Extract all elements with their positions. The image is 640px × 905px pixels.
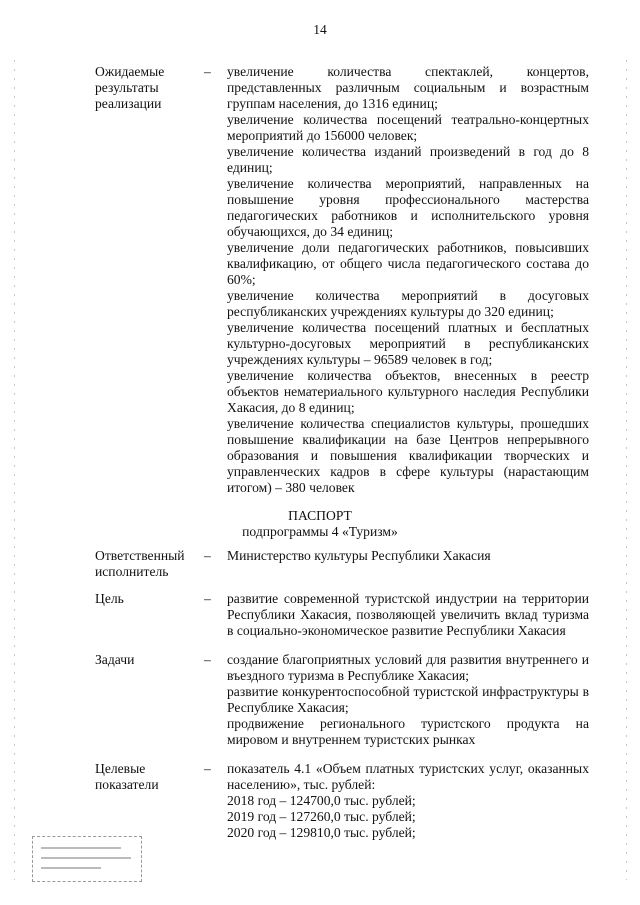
list-item: 2020 год – 129810,0 тыс. рублей; xyxy=(227,825,416,840)
goal-row xyxy=(0,591,640,639)
list-item: увеличение количества специалистов культуры, прошедших повышение квалификации на базе Центров непрерывного образования и повышения квалификации творческих и управленческих кадров в сфере культуры (нарастающим итогом) – 380 человек xyxy=(227,416,589,495)
row-dash: – xyxy=(204,591,211,606)
list-item: 2019 год – 127260,0 тыс. рублей; xyxy=(227,809,416,824)
row-dash: – xyxy=(204,64,211,79)
list-item: увеличение количества спектаклей, концертов, представленных различным социальным и возрастным группам населения, до 1316 единиц; xyxy=(227,64,589,111)
row-content xyxy=(227,548,589,564)
list-item: увеличение количества изданий произведений в год до 8 единиц; xyxy=(227,144,589,175)
stamp-mark xyxy=(32,836,142,882)
scan-margin-left xyxy=(14,60,15,880)
passport-heading xyxy=(0,508,640,540)
row-content xyxy=(227,64,589,496)
list-item: 2018 год – 124700,0 тыс. рублей; xyxy=(227,793,416,808)
row-label: Задачи xyxy=(95,652,135,667)
list-item: увеличение количества посещений платных и бесплатных культурно-досуговых мероприятий в республиканских учреждениях культуры – 96589 человек в год; xyxy=(227,320,589,367)
scan-margin-right xyxy=(626,60,627,880)
row-content xyxy=(227,761,589,841)
list-item: Министерство культуры Республики Хакасия xyxy=(227,548,491,563)
row-label: Ожидаемые результаты реализации xyxy=(95,64,165,111)
list-item: увеличение количества посещений театрально-концертных мероприятий до 156000 человек; xyxy=(227,112,589,143)
list-item: развитие конкурентоспособной туристской инфраструктуры в Республике Хакасия; xyxy=(227,684,589,715)
list-item: увеличение количества объектов, внесенных в реестр объектов нематериального культурного наследия Республики Хакасия, до 8 единиц; xyxy=(227,368,589,415)
list-item: увеличение доли педагогических работников, повысивших квалификацию, от общего числа педагогического состава до 60%; xyxy=(227,240,589,287)
list-item: продвижение регионального туристского продукта на мировом и внутреннем туристских рынках xyxy=(227,716,589,747)
list-item: показатель 4.1 «Объем платных туристских услуг, оказанных населению», тыс. рублей: xyxy=(227,761,589,792)
row-content xyxy=(227,652,589,748)
passport-title: ПАСПОРТ xyxy=(288,508,352,523)
passport-subtitle: подпрограммы 4 «Туризм» xyxy=(242,524,398,539)
list-item: создание благоприятных условий для развития внутреннего и въездного туризма в Республике Хакасия; xyxy=(227,652,589,683)
row-content xyxy=(227,591,589,639)
expected-results-row xyxy=(0,64,640,496)
stamp-line xyxy=(41,857,131,859)
row-label: Ответственный исполнитель xyxy=(95,548,185,579)
row-label: Целевые показатели xyxy=(95,761,159,792)
row-dash: – xyxy=(204,761,211,776)
list-item: развитие современной туристской индустрии на территории Республики Хакасия, позволяющей увеличить вклад туризма в социально-экономическое развитие Республики Хакасия xyxy=(227,591,589,638)
target-indicators-section xyxy=(0,761,640,841)
expected-results-section xyxy=(0,64,640,496)
tasks-row xyxy=(0,652,640,748)
page-number: 14 xyxy=(313,22,327,37)
responsible-executor-section xyxy=(0,548,640,579)
list-item: увеличение количества мероприятий в досуговых республиканских учреждениях культуры до 320 единиц; xyxy=(227,288,589,319)
list-item: увеличение количества мероприятий, направленных на повышение уровня профессионального мастерства педагогических работников и исполнительского уровня обучающихся, до 34 единиц; xyxy=(227,176,589,239)
row-dash: – xyxy=(204,548,211,563)
row-label: Цель xyxy=(95,591,124,606)
stamp-line xyxy=(41,867,101,869)
responsible-executor-row xyxy=(0,548,640,579)
stamp-line xyxy=(41,847,121,849)
goal-section xyxy=(0,591,640,639)
target-indicators-row xyxy=(0,761,640,841)
row-dash: – xyxy=(204,652,211,667)
tasks-section xyxy=(0,652,640,748)
